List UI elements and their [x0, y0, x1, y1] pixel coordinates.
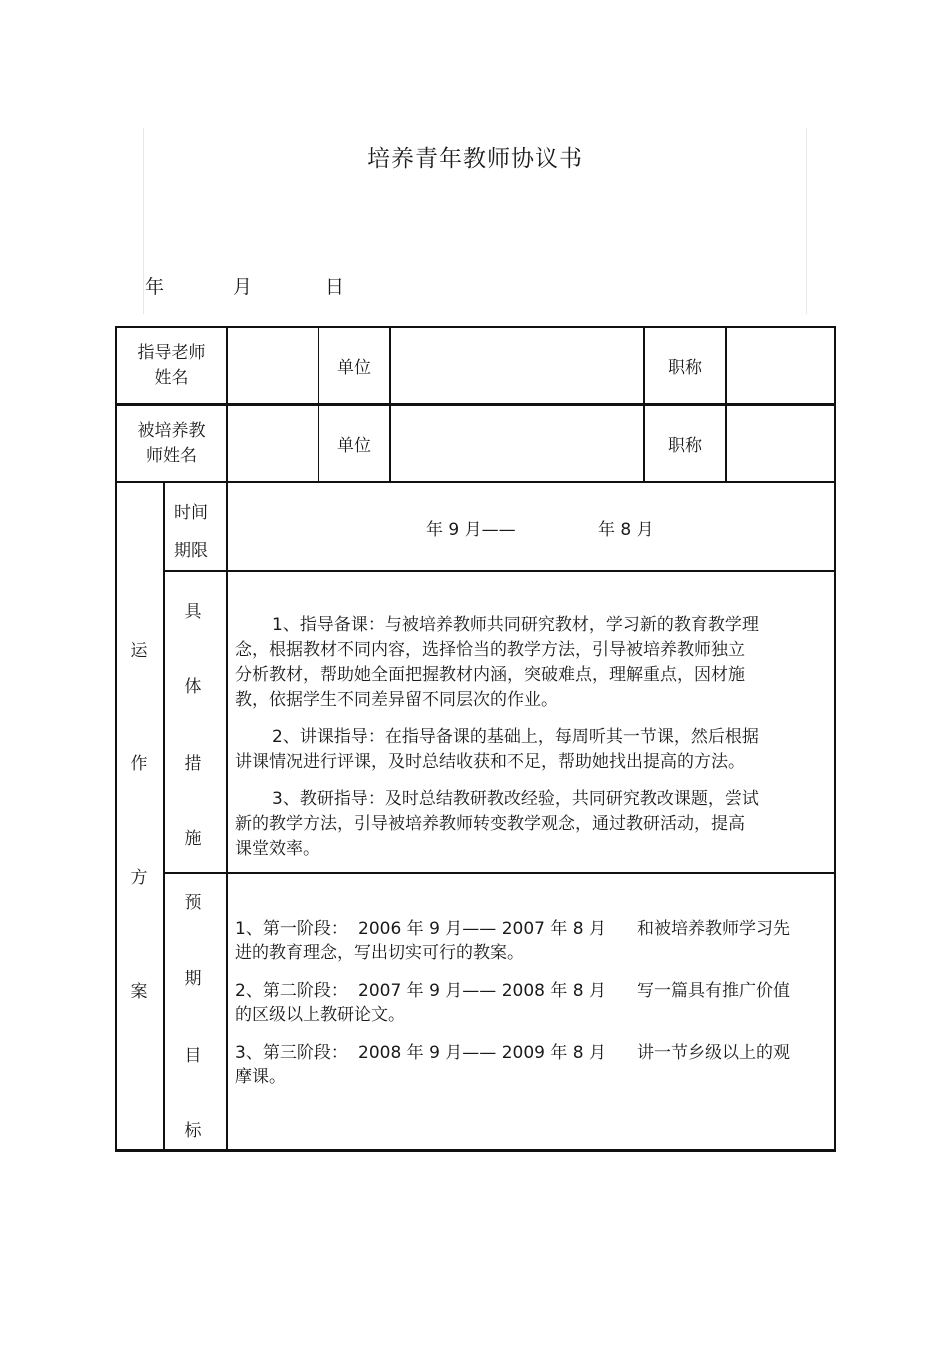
- measure-line: 分析教材，帮助她全面把握教材内涵，突破难点，理解重点，因材施: [235, 665, 745, 685]
- measure-line: 念，根据教材不同内容，选择恰当的教学方法，引导被培养教师独立: [235, 640, 745, 660]
- stage-text: 写一篇具有推广价值: [637, 981, 790, 1001]
- period-to: 年 8 月: [598, 520, 654, 540]
- stage-period: 2008 年 9 月—— 2009 年 8 月: [358, 1043, 606, 1063]
- vline-unit-right: [389, 326, 391, 483]
- side-char: 作: [130, 754, 148, 774]
- hline-measures: [164, 872, 836, 874]
- mentor-name-label: [117, 328, 226, 403]
- stage-text: 和被培养教师学习先: [637, 919, 790, 939]
- stage-text-cont: 进的教育理念，写出切实可行的教案。: [235, 943, 524, 963]
- side-char: 运: [130, 641, 148, 661]
- measure-line: 教，依据学生不同差异留不同层次的作业。: [235, 690, 558, 710]
- measure-item-1: [235, 613, 759, 713]
- hline-bottom: [115, 1149, 836, 1152]
- measure-line: 2、讲课指导：在指导备课的基础上，每周听其一节课，然后根据: [272, 727, 759, 747]
- measure-item-3: [235, 787, 759, 862]
- measure-line: 新的教学方法，引导被培养教师转变教学观念，通过教研活动，提高: [235, 814, 745, 834]
- trainee-title-label: 职称: [668, 436, 702, 456]
- vline-right: [834, 326, 836, 1152]
- goals-char: 目: [184, 1046, 202, 1066]
- measure-line: 1、指导备课：与被培养教师共同研究教材，学习新的教育教学理: [272, 615, 759, 635]
- stage-label: 1、第一阶段：: [235, 919, 348, 939]
- mentor-unit-label: 单位: [337, 358, 371, 378]
- trainee-unit-label: 单位: [337, 436, 371, 456]
- goal-stage-2: [235, 979, 815, 1027]
- side-char: 方: [130, 868, 148, 888]
- measure-line: 课堂效率。: [235, 839, 320, 859]
- goals-char: 标: [184, 1121, 202, 1141]
- stage-text-cont: 摩课。: [235, 1067, 286, 1087]
- measures-char: 具: [184, 602, 202, 622]
- date-day-label: 日: [325, 276, 345, 298]
- vline-label: [226, 326, 228, 1152]
- trainee-label-line1: 被培养教: [137, 420, 206, 441]
- measures-char: 体: [184, 677, 202, 697]
- vline-title-right: [725, 326, 727, 483]
- period-label: [174, 494, 208, 570]
- stage-label: 3、第三阶段：: [235, 1043, 348, 1063]
- mentor-label-line2: 姓名: [154, 367, 189, 388]
- date-month-label: 月: [233, 276, 253, 298]
- stage-label: 2、第二阶段：: [235, 981, 348, 1001]
- trainee-label-line2: 师姓名: [146, 445, 197, 466]
- measure-line: 3、教研指导：及时总结教研教改经验，共同研究教改课题，尝试: [272, 789, 759, 809]
- period-label-line1: 时间: [174, 503, 208, 523]
- goals-char: 预: [184, 893, 202, 913]
- mentor-label-line1: 指导老师: [137, 342, 206, 363]
- measures-char: 措: [184, 754, 202, 774]
- date-year-label: 年: [145, 276, 165, 298]
- document-title: 培养青年教师协议书: [367, 146, 583, 172]
- measures-char: 施: [184, 829, 202, 849]
- trainee-name-label: [117, 406, 226, 481]
- goal-stage-3: [235, 1041, 815, 1089]
- side-char: 案: [130, 982, 148, 1002]
- measure-item-2: [235, 725, 759, 775]
- hline-row2: [115, 481, 836, 483]
- goals-char: 期: [184, 969, 202, 989]
- goal-stage-1: [235, 917, 815, 965]
- measure-line: 讲课情况进行评课，及时总结收获和不足，帮助她找出提高的方法。: [235, 752, 745, 772]
- hline-period: [164, 570, 836, 572]
- stage-text: 讲一节乡级以上的观: [637, 1043, 790, 1063]
- stage-period: 2006 年 9 月—— 2007 年 8 月: [358, 919, 606, 939]
- period-label-line2: 期限: [174, 541, 208, 561]
- stage-text-cont: 的区级以上教研论文。: [235, 1005, 405, 1025]
- stage-period: 2007 年 9 月—— 2008 年 8 月: [358, 981, 606, 1001]
- vline-side: [163, 481, 165, 1152]
- period-from: 年 9 月——: [426, 520, 516, 540]
- mentor-title-label: 职称: [668, 358, 702, 378]
